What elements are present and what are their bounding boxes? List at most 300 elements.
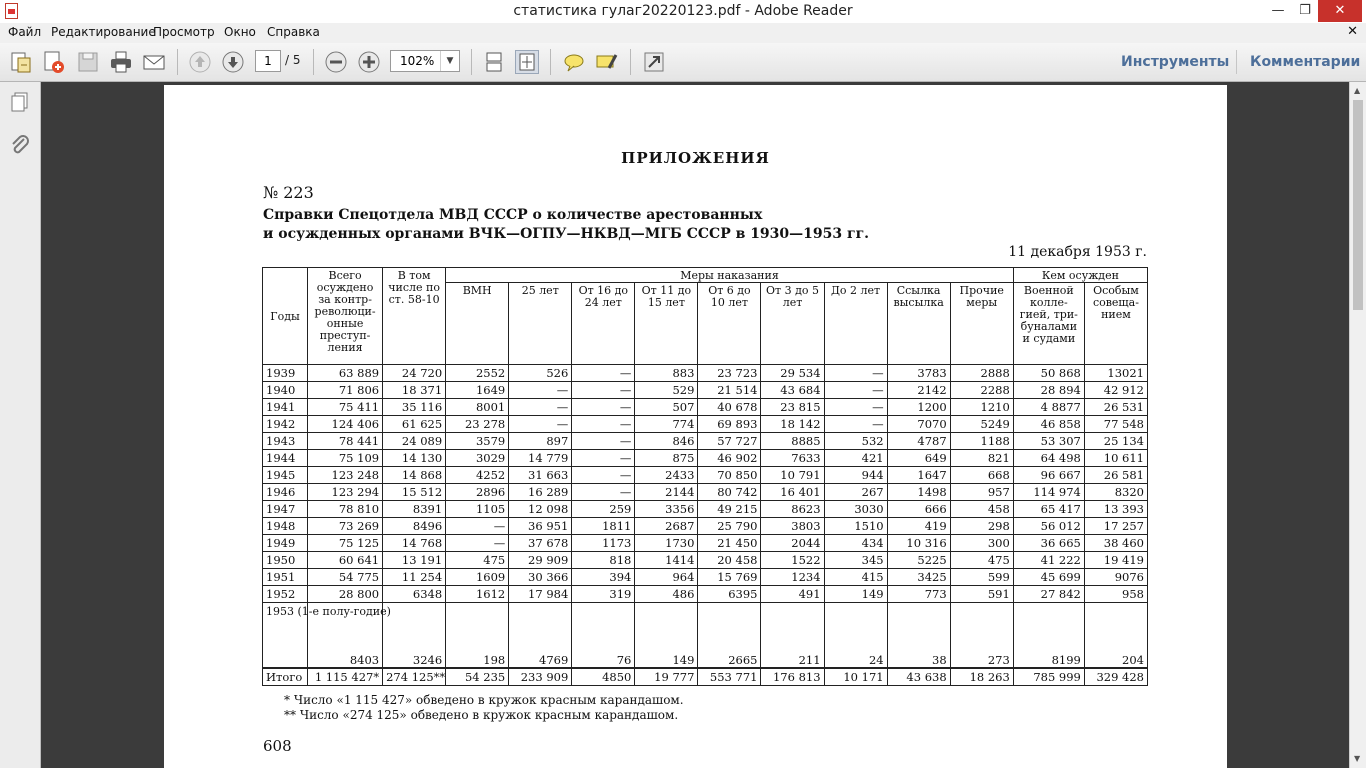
create-pdf-icon[interactable] <box>9 50 33 74</box>
table-cell: 198 <box>446 603 509 669</box>
table-cell: 957 <box>950 484 1013 501</box>
table-cell: 78 810 <box>308 501 383 518</box>
table-cell: 875 <box>635 450 698 467</box>
table-cell: 69 893 <box>698 416 761 433</box>
table-cell: 77 548 <box>1084 416 1147 433</box>
document-number: № 223 <box>263 183 314 202</box>
table-cell: 14 779 <box>509 450 572 467</box>
year-cell: Итого <box>263 668 308 686</box>
table-cell: 80 742 <box>698 484 761 501</box>
table-row <box>263 433 1148 450</box>
table-cell: 458 <box>950 501 1013 518</box>
table-cell: 42 912 <box>1084 382 1147 399</box>
table-cell: 1649 <box>446 382 509 399</box>
table-cell: 28 894 <box>1013 382 1084 399</box>
table-cell: 29 909 <box>509 552 572 569</box>
table-cell: 26 531 <box>1084 399 1147 416</box>
table-cell: 65 417 <box>1013 501 1084 518</box>
table-cell: 2888 <box>950 365 1013 382</box>
table-row <box>263 518 1148 535</box>
table-cell: 3246 <box>383 603 446 669</box>
year-cell: 1939 <box>263 365 308 382</box>
header-group-convicted-by: Кем осужден <box>1013 268 1147 283</box>
table-cell: 123 294 <box>308 484 383 501</box>
header-measure: От 6 до 10 лет <box>698 283 761 365</box>
table-cell: 35 116 <box>383 399 446 416</box>
table-cell: 419 <box>887 518 950 535</box>
table-cell: 4850 <box>572 668 635 686</box>
table-cell: 394 <box>572 569 635 586</box>
zoom-value: 102% <box>400 54 435 68</box>
zoom-in-icon[interactable] <box>357 50 381 74</box>
table-cell: 13021 <box>1084 365 1147 382</box>
table-row <box>263 586 1148 603</box>
year-cell: 1944 <box>263 450 308 467</box>
table-cell: 532 <box>824 433 887 450</box>
table-cell: 2552 <box>446 365 509 382</box>
table-cell: 18 263 <box>950 668 1013 686</box>
table-cell: 57 727 <box>698 433 761 450</box>
table-cell: 50 868 <box>1013 365 1084 382</box>
table-cell: 298 <box>950 518 1013 535</box>
table-row <box>263 416 1148 433</box>
header-measure: 25 лет <box>509 283 572 365</box>
next-page-icon[interactable] <box>221 50 245 74</box>
table-cell: — <box>572 484 635 501</box>
table-cell: 60 641 <box>308 552 383 569</box>
table-cell: 204 <box>1084 603 1147 669</box>
table-cell: 8391 <box>383 501 446 518</box>
table-cell: — <box>572 416 635 433</box>
menu-help[interactable]: Справка <box>267 25 320 39</box>
table-row <box>263 365 1148 382</box>
table-cell: 10 316 <box>887 535 950 552</box>
table-cell: — <box>572 467 635 484</box>
table-cell: 7070 <box>887 416 950 433</box>
tools-button[interactable]: Инструменты <box>1121 54 1230 70</box>
table-cell: 24 089 <box>383 433 446 450</box>
table-cell: 49 215 <box>698 501 761 518</box>
table-cell: 274 125** <box>383 668 446 686</box>
table-cell: 649 <box>887 450 950 467</box>
table-cell: 16 289 <box>509 484 572 501</box>
create-pdf-from-file-icon[interactable] <box>42 50 66 74</box>
year-cell: 1941 <box>263 399 308 416</box>
table-cell: 267 <box>824 484 887 501</box>
table-cell: — <box>824 416 887 433</box>
table-cell: 666 <box>887 501 950 518</box>
table-cell: 1730 <box>635 535 698 552</box>
chevron-down-icon[interactable]: ▼ <box>440 51 459 71</box>
highlight-icon[interactable] <box>595 50 619 74</box>
document-title-line-1: Справки Спецотдела МВД СССР о количестве арестованных <box>263 207 763 223</box>
table-cell: 1188 <box>950 433 1013 450</box>
table-cell: 345 <box>824 552 887 569</box>
table-cell: 319 <box>572 586 635 603</box>
table-cell: — <box>824 399 887 416</box>
header-measure: ВМН <box>446 283 509 365</box>
vertical-scrollbar[interactable] <box>1349 82 1366 768</box>
save-icon[interactable] <box>76 50 100 74</box>
table-cell: 9076 <box>1084 569 1147 586</box>
table-cell: 1522 <box>761 552 824 569</box>
header-measure: От 11 до 15 лет <box>635 283 698 365</box>
page-number: 608 <box>263 737 292 755</box>
header-measure: От 3 до 5 лет <box>761 283 824 365</box>
header-article-58-10: В том числе по ст. 58-10 <box>383 268 446 365</box>
table-cell: 2142 <box>887 382 950 399</box>
table-cell: 8885 <box>761 433 824 450</box>
table-cell: 63 889 <box>308 365 383 382</box>
table-row <box>263 399 1148 416</box>
half-year-row <box>263 603 1148 669</box>
statistics-table <box>262 267 1148 686</box>
table-cell: 76 <box>572 603 635 669</box>
table-cell: — <box>509 399 572 416</box>
year-cell: 1946 <box>263 484 308 501</box>
table-cell: 25 790 <box>698 518 761 535</box>
toolbar-separator <box>1236 50 1237 74</box>
table-cell: 6348 <box>383 586 446 603</box>
table-cell: — <box>572 450 635 467</box>
table-cell: 54 235 <box>446 668 509 686</box>
table-cell: 553 771 <box>698 668 761 686</box>
table-cell: 176 813 <box>761 668 824 686</box>
zoom-select[interactable] <box>390 50 460 72</box>
table-cell: 8001 <box>446 399 509 416</box>
table-cell: 21 514 <box>698 382 761 399</box>
table-cell: 526 <box>509 365 572 382</box>
table-cell: 3030 <box>824 501 887 518</box>
table-cell: 529 <box>635 382 698 399</box>
scroll-up-icon[interactable]: ▲ <box>1354 86 1361 95</box>
close-window-button[interactable]: ✕ <box>1318 0 1362 22</box>
table-cell: 12 098 <box>509 501 572 518</box>
fit-page-icon[interactable] <box>515 50 539 74</box>
table-cell: 31 663 <box>509 467 572 484</box>
table-cell: 23 278 <box>446 416 509 433</box>
table-cell: 29 534 <box>761 365 824 382</box>
table-cell: — <box>824 365 887 382</box>
header-measure: От 16 до 24 лет <box>572 283 635 365</box>
table-cell: 43 638 <box>887 668 950 686</box>
table-cell: 46 858 <box>1013 416 1084 433</box>
table-cell: 818 <box>572 552 635 569</box>
table-cell: 3803 <box>761 518 824 535</box>
table-cell: 964 <box>635 569 698 586</box>
menu-edit[interactable]: Редактирование <box>51 25 156 39</box>
table-cell: 2288 <box>950 382 1013 399</box>
menu-bar <box>0 23 1366 43</box>
table-cell: 2896 <box>446 484 509 501</box>
comment-icon[interactable] <box>562 50 586 74</box>
table-cell: 45 699 <box>1013 569 1084 586</box>
table-cell: 19 419 <box>1084 552 1147 569</box>
table-cell: 10 611 <box>1084 450 1147 467</box>
title-bar <box>0 0 1366 24</box>
table-cell: 54 775 <box>308 569 383 586</box>
header-convicted-by: Особым совеща-нием <box>1084 283 1147 365</box>
table-cell: 1234 <box>761 569 824 586</box>
print-icon[interactable] <box>109 50 133 74</box>
table-cell: 75 109 <box>308 450 383 467</box>
table-cell: 6395 <box>698 586 761 603</box>
table-cell: 149 <box>635 603 698 669</box>
table-cell: 259 <box>572 501 635 518</box>
table-cell: 8403 <box>308 603 383 669</box>
table-cell: 43 684 <box>761 382 824 399</box>
year-cell: 1947 <box>263 501 308 518</box>
table-cell: 1498 <box>887 484 950 501</box>
header-measure: Прочие меры <box>950 283 1013 365</box>
year-cell: 1950 <box>263 552 308 569</box>
table-cell: 1811 <box>572 518 635 535</box>
table-row <box>263 467 1148 484</box>
scrollbar-thumb[interactable] <box>1353 100 1363 310</box>
table-cell: 507 <box>635 399 698 416</box>
table-cell: 486 <box>635 586 698 603</box>
table-cell: 883 <box>635 365 698 382</box>
header-measure: Ссылка высылка <box>887 283 950 365</box>
table-cell: 40 678 <box>698 399 761 416</box>
table-cell: 64 498 <box>1013 450 1084 467</box>
menu-file[interactable]: Файл <box>8 25 42 39</box>
table-cell: 24 720 <box>383 365 446 382</box>
table-cell: 18 371 <box>383 382 446 399</box>
toolbar-separator <box>177 49 178 75</box>
section-heading: ПРИЛОЖЕНИЯ <box>621 149 770 167</box>
table-row <box>263 501 1148 518</box>
table-cell: 73 269 <box>308 518 383 535</box>
table-cell: 475 <box>446 552 509 569</box>
table-row <box>263 569 1148 586</box>
table-cell: 27 842 <box>1013 586 1084 603</box>
table-cell: 8199 <box>1013 603 1084 669</box>
table-cell: 25 134 <box>1084 433 1147 450</box>
table-cell: 1612 <box>446 586 509 603</box>
table-cell: 36 951 <box>509 518 572 535</box>
table-cell: 53 307 <box>1013 433 1084 450</box>
table-cell: 1 115 427* <box>308 668 383 686</box>
table-cell: — <box>572 382 635 399</box>
table-cell: 10 171 <box>824 668 887 686</box>
year-cell: 1940 <box>263 382 308 399</box>
table-cell: 211 <box>761 603 824 669</box>
table-cell: 114 974 <box>1013 484 1084 501</box>
maximize-button[interactable]: ❐ <box>1299 3 1311 18</box>
table-cell: 30 366 <box>509 569 572 586</box>
table-cell: 75 125 <box>308 535 383 552</box>
page-total: / 5 <box>285 53 301 67</box>
table-cell: 70 850 <box>698 467 761 484</box>
table-cell: 14 868 <box>383 467 446 484</box>
table-cell: 1510 <box>824 518 887 535</box>
table-cell: 38 <box>887 603 950 669</box>
table-cell: 4252 <box>446 467 509 484</box>
table-cell: 5249 <box>950 416 1013 433</box>
year-cell: 1953 (1-е полу-годие) <box>263 603 308 669</box>
page-number-input[interactable]: 1 <box>255 50 281 72</box>
table-cell: 149 <box>824 586 887 603</box>
toolbar-separator <box>550 49 551 75</box>
table-cell: 434 <box>824 535 887 552</box>
table-cell: 56 012 <box>1013 518 1084 535</box>
table-cell: — <box>572 399 635 416</box>
table-cell: 785 999 <box>1013 668 1084 686</box>
footnotes <box>284 693 684 723</box>
table-cell: 24 <box>824 603 887 669</box>
header-measure: До 2 лет <box>824 283 887 365</box>
table-cell: 38 460 <box>1084 535 1147 552</box>
table-cell: — <box>446 535 509 552</box>
table-cell: 591 <box>950 586 1013 603</box>
table-cell: 124 406 <box>308 416 383 433</box>
table-cell: 421 <box>824 450 887 467</box>
table-cell: 16 401 <box>761 484 824 501</box>
table-cell: 3425 <box>887 569 950 586</box>
table-cell: 3783 <box>887 365 950 382</box>
table-cell: 958 <box>1084 586 1147 603</box>
table-cell: 13 191 <box>383 552 446 569</box>
table-cell: 846 <box>635 433 698 450</box>
table-cell: — <box>572 433 635 450</box>
table-cell: 2044 <box>761 535 824 552</box>
table-cell: — <box>509 416 572 433</box>
scroll-mode-icon[interactable] <box>482 50 506 74</box>
table-cell: 8320 <box>1084 484 1147 501</box>
table-cell: 2144 <box>635 484 698 501</box>
table-row <box>263 450 1148 467</box>
year-cell: 1945 <box>263 467 308 484</box>
table-cell: 4769 <box>509 603 572 669</box>
table-cell: 8623 <box>761 501 824 518</box>
table-cell: 20 458 <box>698 552 761 569</box>
table-cell: 11 254 <box>383 569 446 586</box>
minimize-button[interactable]: — <box>1271 3 1285 18</box>
table-cell: 668 <box>950 467 1013 484</box>
table-cell: 1210 <box>950 399 1013 416</box>
table-cell: 23 815 <box>761 399 824 416</box>
table-cell: 23 723 <box>698 365 761 382</box>
table-row <box>263 552 1148 569</box>
table-row <box>263 484 1148 501</box>
window-title: статистика гулаг20220123.pdf - Adobe Reader <box>513 3 853 19</box>
table-cell: 897 <box>509 433 572 450</box>
table-cell: 26 581 <box>1084 467 1147 484</box>
comments-button[interactable]: Комментарии <box>1250 54 1361 70</box>
table-cell: 61 625 <box>383 416 446 433</box>
table-cell: 37 678 <box>509 535 572 552</box>
year-cell: 1942 <box>263 416 308 433</box>
table-cell: — <box>446 518 509 535</box>
table-cell: 475 <box>950 552 1013 569</box>
table-cell: 28 800 <box>308 586 383 603</box>
page-thumbnails-icon[interactable] <box>9 91 31 117</box>
menu-window[interactable]: Окно <box>224 25 256 39</box>
year-cell: 1951 <box>263 569 308 586</box>
table-cell: 4 8877 <box>1013 399 1084 416</box>
table-cell: 7633 <box>761 450 824 467</box>
table-cell: 1173 <box>572 535 635 552</box>
zoom-out-icon[interactable] <box>324 50 348 74</box>
table-cell: 3579 <box>446 433 509 450</box>
table-cell: 8496 <box>383 518 446 535</box>
table-cell: 1105 <box>446 501 509 518</box>
table-cell: 10 791 <box>761 467 824 484</box>
toolbar-separator <box>630 49 631 75</box>
total-row <box>263 668 1148 686</box>
previous-page-icon[interactable] <box>188 50 212 74</box>
table-cell: 19 777 <box>635 668 698 686</box>
header-years: Годы <box>263 268 308 365</box>
table-cell: 17 984 <box>509 586 572 603</box>
table-cell: 1200 <box>887 399 950 416</box>
table-cell: 21 450 <box>698 535 761 552</box>
table-cell: 71 806 <box>308 382 383 399</box>
table-cell: 75 411 <box>308 399 383 416</box>
table-cell: 78 441 <box>308 433 383 450</box>
table-cell: 17 257 <box>1084 518 1147 535</box>
table-cell: 773 <box>887 586 950 603</box>
table-cell: 599 <box>950 569 1013 586</box>
table-cell: 300 <box>950 535 1013 552</box>
table-cell: — <box>572 365 635 382</box>
document-date: 11 декабря 1953 г. <box>1008 244 1147 260</box>
table-cell: 36 665 <box>1013 535 1084 552</box>
table-cell: 4787 <box>887 433 950 450</box>
table-row <box>263 382 1148 399</box>
full-screen-icon[interactable] <box>642 50 666 74</box>
close-document-button[interactable]: ✕ <box>1347 24 1358 39</box>
table-cell: 2665 <box>698 603 761 669</box>
table-cell: 491 <box>761 586 824 603</box>
navigation-panel <box>0 82 41 768</box>
header-convicted-by: Военной колле-гией, три-буналами и судами <box>1013 283 1084 365</box>
table-cell: 2433 <box>635 467 698 484</box>
table-cell: 2687 <box>635 518 698 535</box>
table-row <box>263 535 1148 552</box>
table-cell: 774 <box>635 416 698 433</box>
table-cell: 3029 <box>446 450 509 467</box>
table-cell: 1609 <box>446 569 509 586</box>
attachments-icon[interactable] <box>9 134 31 160</box>
table-cell: — <box>509 382 572 399</box>
year-cell: 1948 <box>263 518 308 535</box>
table-cell: 944 <box>824 467 887 484</box>
document-viewer[interactable] <box>41 82 1348 768</box>
table-cell: 14 130 <box>383 450 446 467</box>
menu-view[interactable]: Просмотр <box>153 25 215 39</box>
table-cell: 273 <box>950 603 1013 669</box>
scroll-down-icon[interactable]: ▼ <box>1354 754 1361 763</box>
toolbar-separator <box>471 49 472 75</box>
table-cell: — <box>824 382 887 399</box>
table-cell: 15 512 <box>383 484 446 501</box>
email-icon[interactable] <box>142 50 166 74</box>
footnote-2: ** Число «274 125» обведено в кружок красным карандашом. <box>284 708 679 722</box>
year-cell: 1943 <box>263 433 308 450</box>
footnote-1: * Число «1 115 427» обведено в кружок красным карандашом. <box>284 693 684 707</box>
table-cell: 15 769 <box>698 569 761 586</box>
year-cell: 1949 <box>263 535 308 552</box>
table-cell: 13 393 <box>1084 501 1147 518</box>
header-group-measures: Меры наказания <box>446 268 1014 283</box>
table-cell: 329 428 <box>1084 668 1147 686</box>
table-cell: 1414 <box>635 552 698 569</box>
toolbar-separator <box>313 49 314 75</box>
table-cell: 415 <box>824 569 887 586</box>
table-cell: 5225 <box>887 552 950 569</box>
